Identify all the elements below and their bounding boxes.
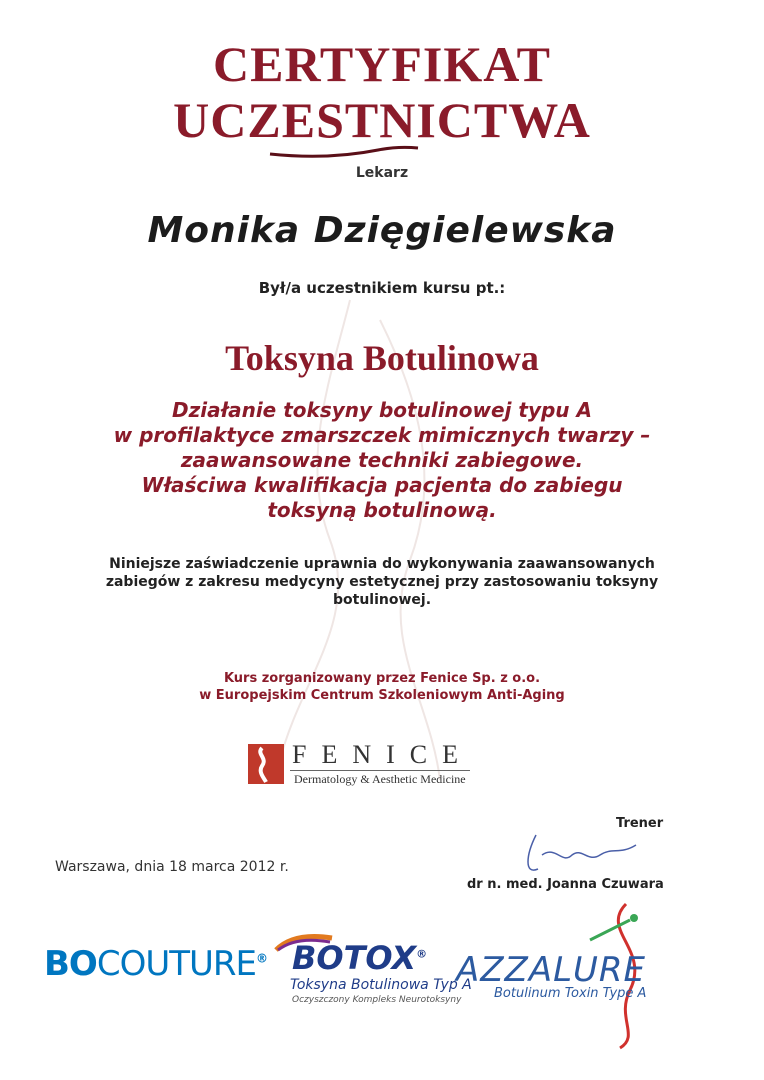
- course-description-line: w profilaktyce zmarszczek mimicznych twarzy –: [113, 423, 651, 447]
- course-description-line: Działanie toksyny botulinowej typu A: [172, 398, 592, 422]
- fenice-logo-icon: [248, 744, 284, 784]
- entitlement-line: zabiegów z zakresu medycyny estetycznej przy zastosowaniu toksyny: [105, 574, 659, 590]
- botox-logo-name: BOTOX: [292, 939, 417, 977]
- recipient-name: Monika Dzięgielewska: [147, 210, 617, 251]
- bocouture-registered-mark: ®: [255, 951, 267, 966]
- certificate-title-line1: CERTYFIKAT: [213, 36, 551, 92]
- botox-subtitle: Toksyna Botulinowa Typ A: [290, 977, 472, 993]
- participation-text: Był/a uczestnikiem kursu pt.:: [258, 279, 506, 297]
- course-description-line: toksyną botulinową.: [267, 498, 497, 522]
- organizer-line: w Europejskim Centrum Szkoleniowym Anti-Aging: [199, 688, 565, 703]
- entitlement-line: botulinowej.: [332, 592, 432, 608]
- recipient-role: Lekarz: [355, 165, 409, 181]
- azzalure-logo: AZZALURE: [456, 950, 647, 990]
- course-description: [0, 398, 764, 523]
- entitlement-text: [0, 555, 764, 609]
- fenice-logo-subtitle: Dermatology & Aesthetic Medicine: [294, 772, 466, 786]
- bocouture-logo-bold: BO: [44, 944, 97, 984]
- botox-tagline: Oczyszczony Kompleks Neurotoksyny: [292, 995, 462, 1005]
- issue-date: Warszawa, dnia 18 marca 2012 r.: [55, 859, 289, 875]
- botox-registered-mark: ®: [416, 947, 428, 961]
- fenice-logo-name: FENICE: [292, 740, 473, 769]
- organizer-line: Kurs zorganizowany przez Fenice Sp. z o.o.: [223, 671, 541, 686]
- organizer-text: [0, 670, 764, 704]
- bocouture-logo: [44, 944, 267, 984]
- azzalure-subtitle: Botulinum Toxin Type A: [494, 986, 647, 1001]
- course-description-line: zaawansowane techniki zabiegowe.: [180, 448, 584, 472]
- course-title: Toksyna Botulinowa: [225, 338, 539, 378]
- course-description-line: Właściwa kwalifikacja pacjenta do zabiegu: [141, 473, 623, 497]
- fenice-logo-divider: [290, 770, 470, 771]
- certificate-title-line2: UCZESTNICTWA: [173, 92, 591, 148]
- botox-logo: [292, 939, 427, 977]
- bocouture-logo-thin: COUTURE: [96, 944, 256, 984]
- trainer-label: Trener: [616, 816, 664, 831]
- entitlement-line: Niniejsze zaświadczenie uprawnia do wykonywania zaawansowanych: [109, 556, 655, 572]
- trainer-signature: [516, 825, 646, 885]
- trainer-name: dr n. med. Joanna Czuwara: [467, 877, 664, 892]
- title-flourish: [268, 142, 428, 162]
